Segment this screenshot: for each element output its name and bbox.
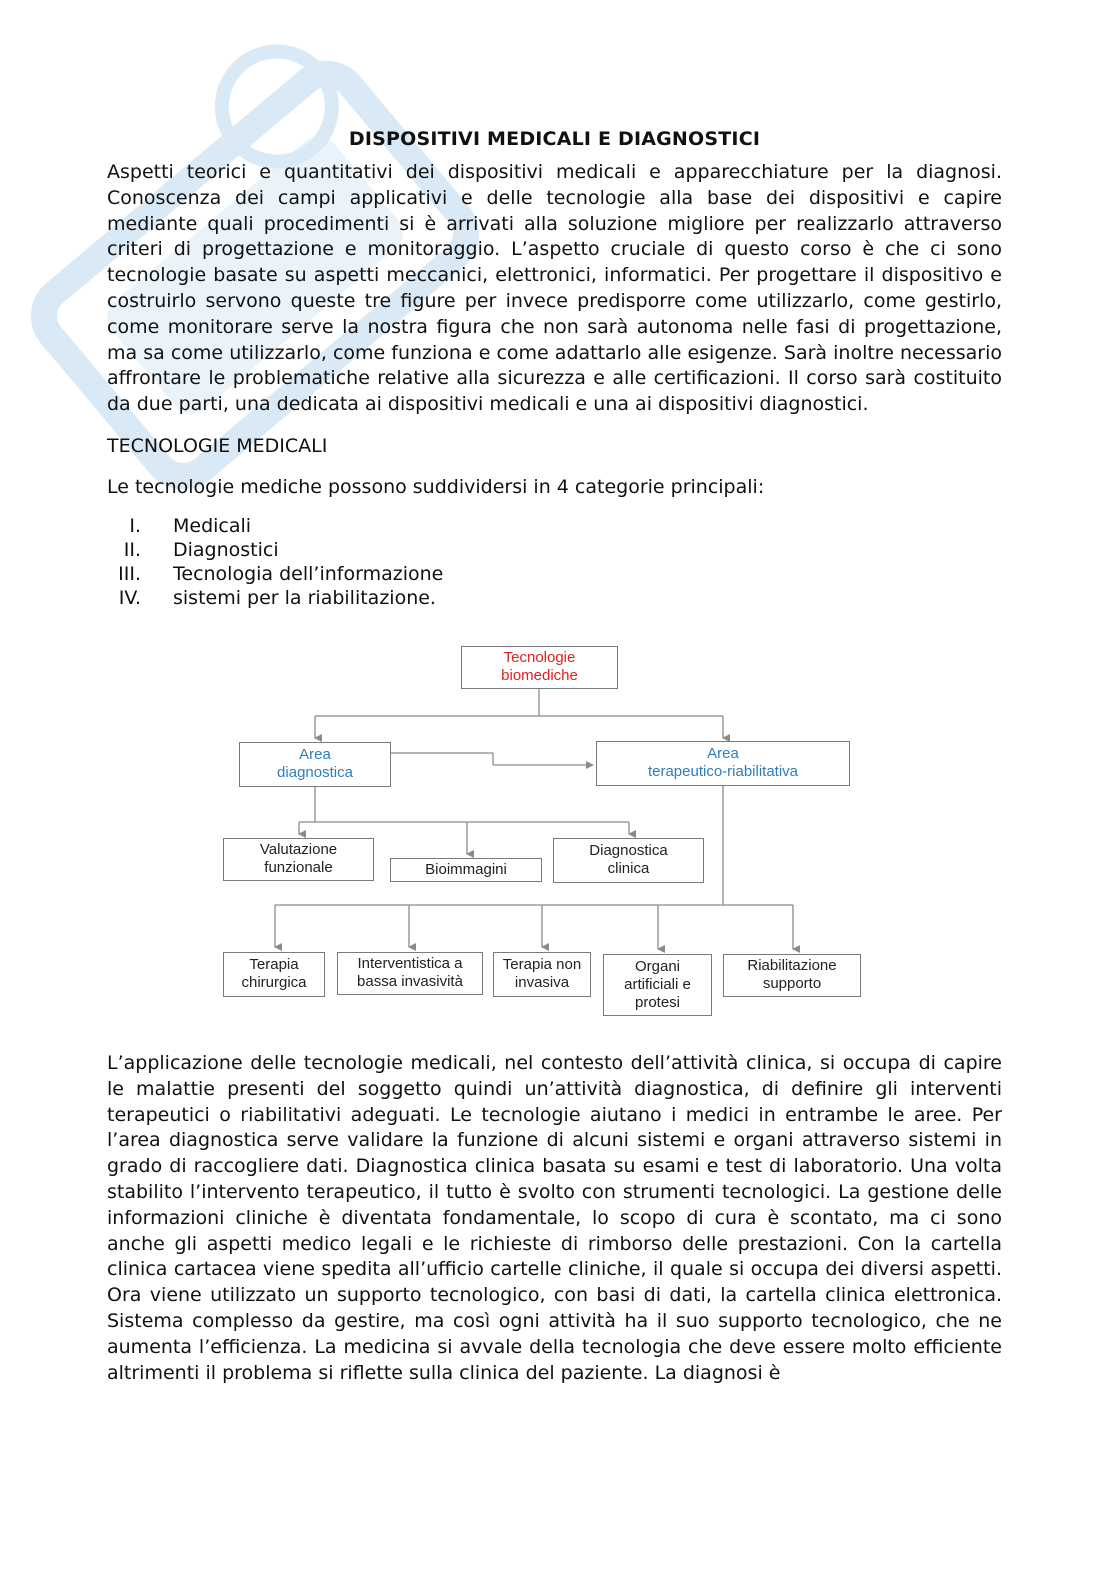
box-area-terapeutico-riabilitativa: Area terapeutico-riabilitativa bbox=[596, 741, 850, 786]
categories-intro: Le tecnologie mediche possono suddividersi in 4 categorie principali: bbox=[107, 475, 765, 498]
box-area-diagnostica: Area diagnostica bbox=[239, 742, 391, 787]
box-bioimmagini: Bioimmagini bbox=[390, 858, 542, 882]
box-terapia-non-invasiva: Terapia non invasiva bbox=[493, 952, 591, 997]
page-title: DISPOSITIVI MEDICALI E DIAGNOSTICI bbox=[348, 128, 761, 150]
document-page bbox=[107, 128, 1002, 1386]
list-item: IV. sistemi per la riabilitazione. bbox=[118, 586, 436, 609]
box-organi-artificiali: Organi artificiali e protesi bbox=[603, 954, 712, 1016]
technology-tree-diagram bbox=[219, 646, 859, 1031]
body-paragraph: L’applicazione delle tecnologie medicali, nel contesto dell’attività clinica, si occupa di capire le malattie presenti del soggetto quindi un’attività diagnostica, di definire gli interventi terapeutici o riabilitativi adeguati. Le tecnologie aiutano i medici in entrambe le aree. Per l’area diagnostica serve validare la funzione di alcuni sistemi e organi attraverso sistemi in grado di raccogliere dati. Diagnostica clinica basata su esami e test di laboratorio. Una volta stabilito l’intervento terapeutico, il tutto è svolto con strumenti tecnologici. La gestione delle informazioni cliniche è diventata fondamentale, lo scopo di cura è scontato, ma ci sono anche gli aspetti medico legali e le richieste di rimborso delle prestazioni. Con la cartella clinica cartacea viene spedita all’ufficio cartelle cliniche, il quale si occupa dei diversi aspetti. Ora viene utilizzato un supporto tecnologico, con basi di dati, la cartella clinica elettronica. Sistema complesso da gestire, ma così ogni attività ha il suo supporto tecnologico, che ne aumenta l’efficienza. La medicina si avvale della tecnologia che deve essere molto efficiente altrimenti il problema si riflette sulla clinica del paziente. La diagnosi è bbox=[107, 1051, 1002, 1384]
box-diagnostica-clinica: Diagnostica clinica bbox=[553, 838, 704, 883]
intro-paragraph: Aspetti teorici e quantitativi dei dispositivi medicali e apparecchiature per la diagnosi. Conoscenza dei campi applicativi e delle tecnologie alla base dei dispositivi e capire mediante quali procedimenti si è arrivati alla soluzione migliore per realizzarlo attraverso criteri di progettazione e monitoraggio. L’aspetto cruciale di questo corso è che ci sono tecnologie basate su aspetti meccanici, elettronici, informatici. Per progettare il dispositivo e costruirlo servono queste tre figure per invece predisporre come utilizzarlo, come gestirlo, come monitorare serve la nostra figura che non sarà autonoma nelle fasi di progettazione, ma sa come utilizzarlo, come funziona e come adattarlo alle esigenze. Sarà inoltre necessario affrontare le problematiche relative alla sicurezza e alle certificazioni. Il corso sarà costituito da due parti, una dedicata ai dispositivi medicali e una ai dispositivi diagnostici. bbox=[107, 161, 1002, 416]
categories-list bbox=[107, 514, 1002, 610]
box-terapia-chirurgica: Terapia chirurgica bbox=[223, 952, 325, 997]
box-riabilitazione-supporto: Riabilitazione supporto bbox=[723, 954, 861, 997]
section-heading: TECNOLOGIE MEDICALI bbox=[107, 434, 328, 457]
list-item: III. Tecnologia dell’informazione bbox=[118, 562, 444, 585]
list-item: II. Diagnostici bbox=[123, 538, 279, 561]
box-tecnologie-biomediche: Tecnologie biomediche bbox=[461, 646, 618, 689]
list-item: I. Medicali bbox=[129, 514, 252, 537]
box-valutazione-funzionale: Valutazione funzionale bbox=[223, 838, 374, 881]
box-interventistica: Interventistica a bassa invasività bbox=[337, 952, 483, 995]
